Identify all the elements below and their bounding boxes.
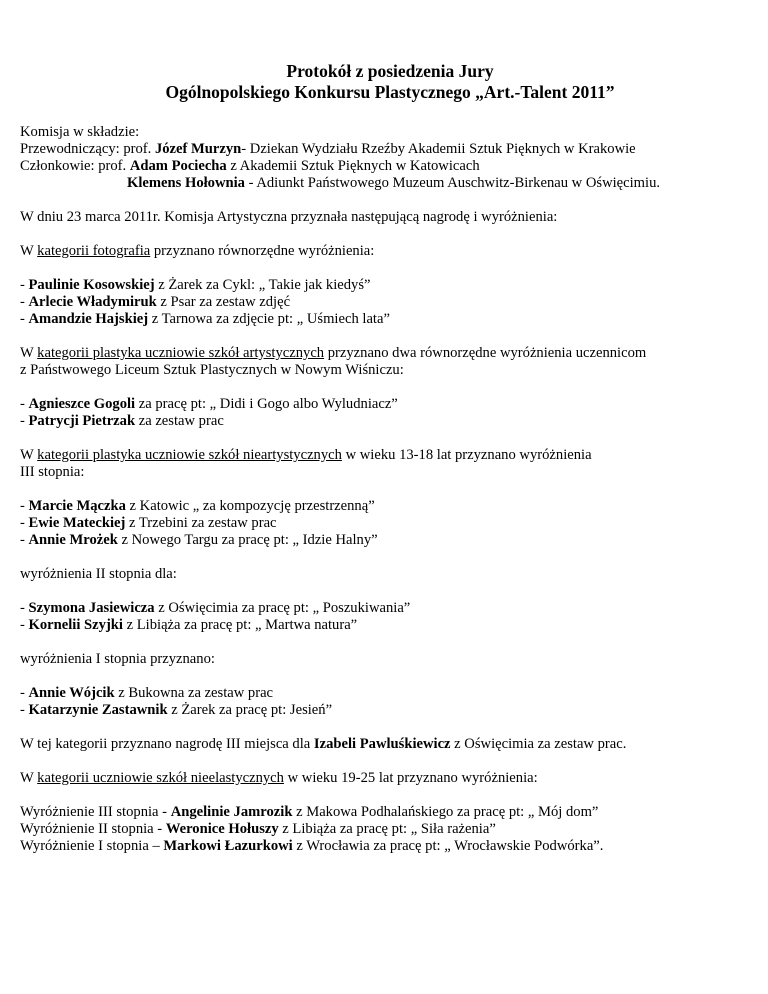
non-art-school-category-heading: W kategorii plastyka uczniowie szkół nieartystycznych w wieku 13-18 lat przyznano wyróżnienia (20, 447, 592, 463)
list-item: - Paulinie Kosowskiej z Żarek za Cykl: „ Takie jak kiedyś” (20, 277, 371, 293)
document-page (20, 61, 760, 855)
member-1-name: Adam Pociecha (129, 158, 227, 174)
art-school-category: kategorii plastyka uczniowie szkół artystycznych (37, 345, 325, 361)
art-school-category-heading: W kategorii plastyka uczniowie szkół artystycznych przyznano dwa równorzędne wyróżnienia uczennicom (20, 345, 647, 361)
list-item: - Ewie Mateckiej z Trzebini za zestaw prac (20, 515, 277, 531)
chair-name: Józef Murzyn (154, 141, 242, 157)
list-item: Wyróżnienie II stopnia - Weronice Hołuszy z Libiąża za pracę pt: „ Siła rażenia” (20, 821, 496, 837)
non-art-school-category: kategorii plastyka uczniowie szkół nieartystycznych (37, 447, 342, 463)
list-item: - Arlecie Władymiruk z Psar za zestaw zdjęć (20, 294, 291, 310)
committee-chair: Przewodniczący: prof. Józef Murzyn- Dziekan Wydziału Rzeźby Akademii Sztuk Pięknych w Krakowie (20, 141, 636, 157)
photo-category-heading: W kategorii fotografia przyznano równorzędne wyróżnienia: (20, 243, 375, 259)
committee-member-1: Członkowie: prof. Adam Pociecha z Akademii Sztuk Pięknych w Katowicach (20, 158, 480, 174)
title-line-2: Ogólnopolskiego Konkursu Plastycznego „Art.-Talent 2011” (165, 82, 615, 102)
list-item: - Marcie Mączka z Katowic „ za kompozycję przestrzenną” (20, 498, 375, 514)
list-item: - Katarzynie Zastawnik z Żarek za pracę pt: Jesień” (20, 702, 333, 718)
list-item: - Patrycji Pietrzak za zestaw prac (20, 413, 224, 429)
non-art-school-heading-line-2: III stopnia: (20, 464, 85, 480)
committee-heading: Komisja w składzie: (20, 124, 140, 140)
member-2-name: Klemens Hołownia (127, 175, 245, 191)
art-school-heading-line-2: z Państwowego Liceum Sztuk Plastycznych w Nowym Wiśniczu: (20, 362, 404, 378)
title-line-1: Protokół z posiedzenia Jury (286, 61, 494, 81)
older-category: kategorii uczniowie szkół nieelastycznych (37, 770, 284, 786)
list-item: - Agnieszce Gogoli za pracę pt: „ Didi i Gogo albo Wyludniacz” (20, 396, 398, 412)
level-ii-heading: wyróżnienia II stopnia dla: (20, 566, 177, 582)
intro-paragraph: W dniu 23 marca 2011r. Komisja Artystyczna przyznała następującą nagrodę i wyróżnienia: (20, 209, 558, 225)
list-item: - Annie Mrożek z Nowego Targu za pracę pt: „ Idzie Halny” (20, 532, 378, 548)
award-name: Izabeli Pawluśkiewicz (313, 736, 451, 752)
list-item: - Annie Wójcik z Bukowna za zestaw prac (20, 685, 274, 701)
photo-category: kategorii fotografia (37, 243, 151, 259)
level-i-heading: wyróżnienia I stopnia przyznano: (20, 651, 215, 667)
list-item: - Szymona Jasiewicza z Oświęcimia za pracę pt: „ Poszukiwania” (20, 600, 411, 616)
committee-member-2: Klemens Hołownia - Adiunkt Państwowego Muzeum Auschwitz-Birkenau w Oświęcimiu. (127, 175, 661, 191)
list-item: - Amandzie Hajskiej z Tarnowa za zdjęcie pt: „ Uśmiech lata” (20, 311, 390, 327)
list-item: - Kornelii Szyjki z Libiąża za pracę pt: „ Martwa natura” (20, 617, 358, 633)
older-category-heading: W kategorii uczniowie szkół nieelastycznych w wieku 19-25 lat przyznano wyróżnienia: (20, 770, 538, 786)
third-place-award: W tej kategorii przyznano nagrodę III miejsca dla Izabeli Pawluśkiewicz z Oświęcimia za zestaw prac. (20, 736, 627, 752)
list-item: Wyróżnienie III stopnia - Angelinie Jamrozik z Makowa Podhalańskiego za pracę pt: „ Mój dom” (20, 804, 599, 820)
list-item: Wyróżnienie I stopnia – Markowi Łazurkowi z Wrocławia za pracę pt: „ Wrocławskie Podwórka”. (20, 838, 604, 854)
